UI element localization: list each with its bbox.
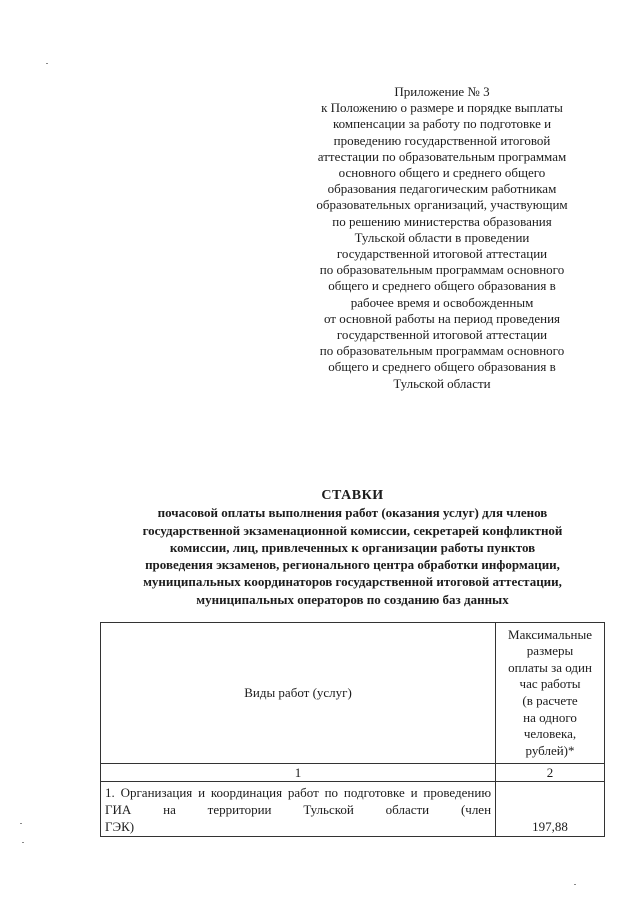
header-rate bbox=[496, 623, 605, 764]
appendix-line: Приложение № 3 bbox=[394, 84, 490, 99]
appendix-line: проведению государственной итоговой bbox=[333, 132, 551, 148]
column-number: 2 bbox=[496, 764, 605, 782]
rates-table bbox=[100, 622, 605, 837]
header-works-label: Виды работ (услуг) bbox=[244, 685, 352, 700]
scan-speck bbox=[46, 63, 48, 64]
column-number: 1 bbox=[101, 764, 496, 782]
column-number-row bbox=[101, 764, 605, 782]
work-description bbox=[101, 782, 496, 837]
appendix-line: аттестации по образовательным программам bbox=[317, 148, 567, 164]
heading-line: муниципальных координаторов государственной итоговой аттестации, bbox=[143, 574, 562, 590]
header-rate-line: на одного bbox=[523, 709, 577, 725]
work-description-text: 1. Организация и координация работ по подготовке и проведению ГИА на территории Тульской области (член bbox=[105, 785, 492, 817]
header-rate-line: человека, bbox=[523, 726, 577, 742]
heading-line: комиссии, лиц, привлеченных к организации работы пунктов bbox=[169, 539, 536, 555]
header-rate-line: Максимальные bbox=[508, 626, 592, 642]
header-works bbox=[101, 623, 496, 764]
appendix-line: основного общего и среднего общего bbox=[338, 165, 546, 181]
appendix-line: образования педагогическим работникам bbox=[327, 181, 557, 197]
heading-line: муниципальных операторов по созданию баз данных bbox=[196, 591, 509, 607]
appendix-line: образовательных организаций, участвующим bbox=[316, 197, 568, 213]
document-title: СТАВКИ bbox=[321, 488, 384, 503]
table-row bbox=[101, 782, 605, 837]
work-description-end: ГЭК) bbox=[105, 819, 135, 834]
document-heading bbox=[90, 487, 615, 608]
appendix-line: государственной итоговой аттестации bbox=[336, 246, 548, 262]
heading-line: проведения экзаменов, регионального центра обработки информации, bbox=[145, 557, 560, 573]
header-rate-line: час работы bbox=[519, 676, 581, 692]
appendix-line: Тульской области в проведении bbox=[354, 229, 530, 245]
heading-line: почасовой оплаты выполнения работ (оказания услуг) для членов bbox=[157, 505, 548, 521]
header-rate-line: размеры bbox=[526, 643, 574, 659]
rate-value: 197,88 bbox=[496, 782, 605, 837]
appendix-line: общего и среднего общего образования в bbox=[328, 359, 556, 375]
appendix-line: рабочее время и освобожденным bbox=[350, 294, 534, 310]
header-rate-line: оплаты за один bbox=[508, 659, 592, 675]
header-rate-line: (в расчете bbox=[522, 693, 578, 708]
appendix-line: по образовательным программам основного bbox=[319, 262, 565, 278]
appendix-line: государственной итоговой аттестации bbox=[336, 327, 548, 343]
appendix-line: от основной работы на период проведения bbox=[323, 310, 561, 326]
heading-line: государственной экзаменационной комиссии, секретарей конфликтной bbox=[142, 522, 563, 538]
header-rate-line: рублей)* bbox=[525, 742, 575, 758]
scan-speck bbox=[574, 884, 576, 885]
appendix-line: по решению министерства образования bbox=[332, 213, 552, 229]
appendix-line: по образовательным программам основного bbox=[319, 343, 565, 359]
appendix-line: общего и среднего общего образования в bbox=[328, 278, 556, 294]
table-header-row bbox=[101, 623, 605, 764]
scan-speck bbox=[22, 842, 24, 843]
appendix-line: Тульской области bbox=[393, 375, 491, 391]
appendix-line: компенсации за работу по подготовке и bbox=[332, 116, 552, 132]
scan-speck bbox=[20, 823, 22, 824]
appendix-block bbox=[282, 84, 602, 392]
appendix-line: к Положению о размере и порядке выплаты bbox=[321, 100, 563, 116]
